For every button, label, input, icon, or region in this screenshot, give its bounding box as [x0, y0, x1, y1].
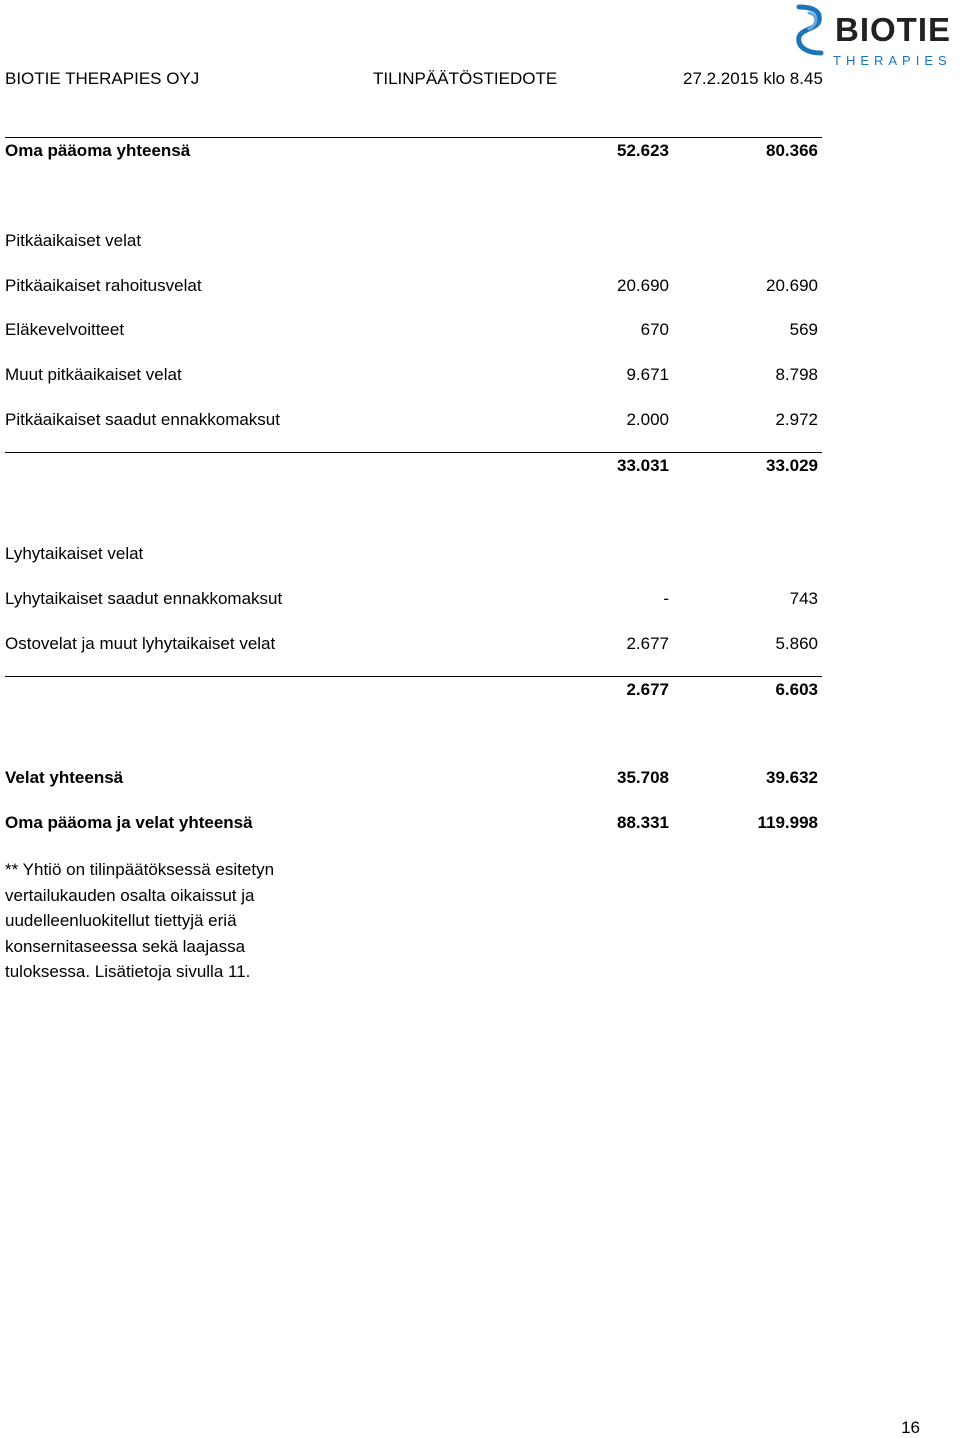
long-term-heading: Pitkäaikaiset velat — [5, 231, 142, 250]
short-term-row-v2: 5.860 — [775, 634, 818, 653]
liabilities-total-v1: 35.708 — [617, 768, 669, 787]
long-term-row-v1: 9.671 — [626, 365, 669, 384]
biotie-logo — [795, 3, 960, 67]
short-term-total-v2: 6.603 — [775, 680, 818, 699]
equity-total-v2: 80.366 — [766, 141, 818, 160]
long-term-row-v1: 670 — [640, 320, 669, 339]
liabilities-total-label: Velat yhteensä — [5, 768, 124, 787]
header-doc-type: TILINPÄÄTÖSTIEDOTE — [373, 69, 558, 88]
short-term-total-v1: 2.677 — [626, 680, 669, 699]
header-company: BIOTIE THERAPIES OYJ — [5, 69, 200, 88]
grand-total-v2: 119.998 — [757, 813, 818, 832]
page-number: 16 — [901, 1418, 920, 1437]
header-datetime: 27.2.2015 klo 8.45 — [683, 69, 823, 88]
long-term-row-v2: 2.972 — [775, 410, 818, 429]
long-term-row-v2: 569 — [789, 320, 818, 339]
short-term-row-v1: 2.677 — [626, 634, 669, 653]
long-term-row-v1: 20.690 — [617, 276, 669, 295]
short-term-row-label: Ostovelat ja muut lyhytaikaiset velat — [5, 634, 276, 653]
footnote: ** Yhtiö on tilinpäätöksessä esitetyn vertailukauden osalta oikaissut ja uudelleenluokitellut tiettyjä eriä konsernitaseessa sekä laajassa tuloksessa. Lisätietoja sivulla 11. — [5, 860, 275, 981]
short-term-row-v2: 743 — [789, 589, 818, 608]
grand-total-label: Oma pääoma ja velat yhteensä — [5, 813, 253, 832]
rule-long-term-total — [5, 452, 822, 453]
long-term-total-v2: 33.029 — [766, 456, 818, 475]
long-term-row-label: Pitkäaikaiset saadut ennakkomaksut — [5, 410, 280, 429]
long-term-row-v2: 20.690 — [766, 276, 818, 295]
biotie-logo-icon — [795, 3, 960, 67]
svg-text:THERAPIES: THERAPIES — [833, 53, 952, 67]
short-term-heading: Lyhytaikaiset velat — [5, 544, 144, 563]
svg-text:BIOTIE: BIOTIE — [835, 11, 952, 48]
short-term-row-label: Lyhytaikaiset saadut ennakkomaksut — [5, 589, 283, 608]
liabilities-total-v2: 39.632 — [766, 768, 818, 787]
equity-total-v1: 52.623 — [617, 141, 669, 160]
long-term-row-label: Muut pitkäaikaiset velat — [5, 365, 182, 384]
long-term-row-label: Pitkäaikaiset rahoitusvelat — [5, 276, 202, 295]
long-term-row-v2: 8.798 — [775, 365, 818, 384]
equity-total-label: Oma pääoma yhteensä — [5, 141, 191, 160]
rule-top — [5, 137, 822, 138]
long-term-row-label: Eläkevelvoitteet — [5, 320, 125, 339]
long-term-total-v1: 33.031 — [617, 456, 669, 475]
grand-total-v1: 88.331 — [617, 813, 669, 832]
long-term-row-v1: 2.000 — [626, 410, 669, 429]
rule-short-term-total — [5, 676, 822, 677]
short-term-row-v1: - — [663, 589, 669, 608]
